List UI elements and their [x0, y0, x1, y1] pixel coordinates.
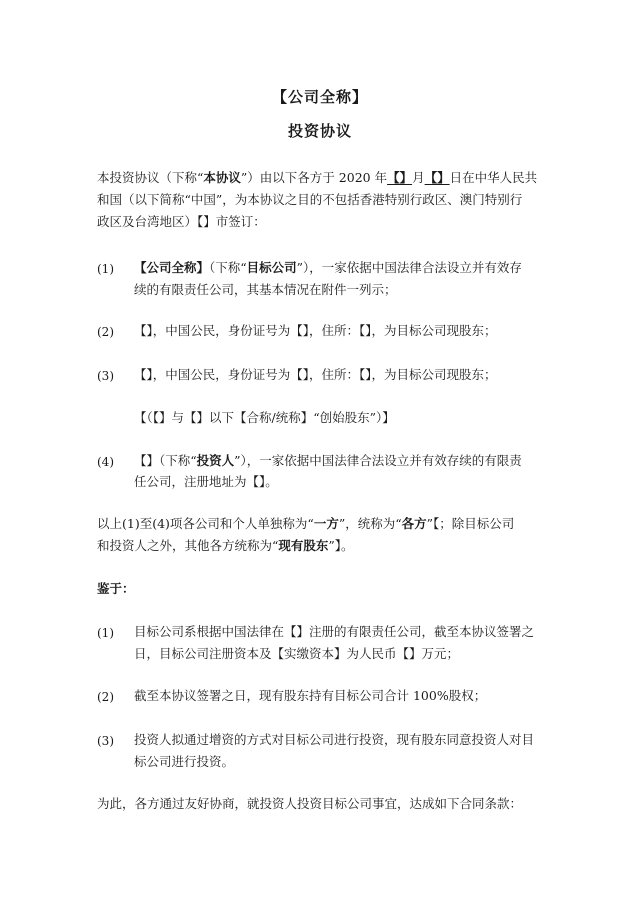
party-1-line-2: 续的有限责任公司，其基本情况在附件一列示； [134, 282, 397, 297]
party-4-line-2: 任公司，注册地址为【】。 [134, 474, 278, 489]
founders-note: 【（【】与【】以下【合称/统称】“创始股东”）】 [134, 410, 395, 425]
whereas-heading: 鉴于： [97, 581, 135, 596]
party-number: (2) [97, 325, 114, 339]
party-number: (1) [97, 262, 114, 276]
party-2-line: 【】，中国公民，身份证号为【】，住所：【】，为目标公司现股东； [134, 323, 497, 338]
recital-3-line-1: 投资人拟通过增资的方式对目标公司进行投资，现有股东同意投资人对目 [134, 732, 535, 747]
party-3-line: 【】，中国公民，身份证号为【】，住所：【】，为目标公司现股东； [134, 367, 497, 382]
document-title: 投资协议 [287, 122, 352, 140]
recital-number: (3) [97, 734, 114, 748]
recital-1-line-2: 日，目标公司注册资本及【实缴资本】为人民币【】万元； [134, 646, 460, 661]
closing-line: 为此，各方通过友好协商，就投资人投资目标公司事宜，达成如下合同条款： [97, 796, 523, 811]
company-heading: 【公司全称】 [271, 88, 368, 106]
recital-3-line-2: 标公司进行投资。 [134, 754, 235, 769]
party-number: (3) [97, 369, 114, 383]
intro-line-2: 和国（以下简称“中国”，为本协议之目的不包括香港特别行政区、澳门特别行 [97, 192, 523, 207]
intro-line-1: 本投资协议（下称“本协议”）由以下各方于 2020 年【】月【】日在中华人民共 [97, 170, 538, 185]
summary-line-2: 和投资人之外，其他各方统称为“现有股东”】。 [97, 538, 354, 553]
summary-line-1: 以上(1)至(4)项各公司和个人单独称为“一方”，统称为“各方”【；除目标公司 [97, 516, 515, 531]
party-number: (4) [97, 455, 114, 469]
recital-number: (1) [97, 626, 114, 640]
party-1-line-1: 【公司全称】（下称“目标公司”），一家依据中国法律合法设立并有效存 [134, 260, 522, 275]
party-4-line-1: 【】（下称“投资人”），一家依据中国法律合法设立并有效存续的有限责 [134, 453, 522, 468]
recital-2-line: 截至本协议签署之日，现有股东持有目标公司合计 100%股权； [134, 688, 487, 703]
recital-1-line-1: 目标公司系根据中国法律在【】注册的有限责任公司，截至本协议签署之 [134, 624, 535, 639]
recital-number: (2) [97, 690, 114, 704]
intro-line-3: 政区及台湾地区）【】市签订： [97, 214, 266, 229]
